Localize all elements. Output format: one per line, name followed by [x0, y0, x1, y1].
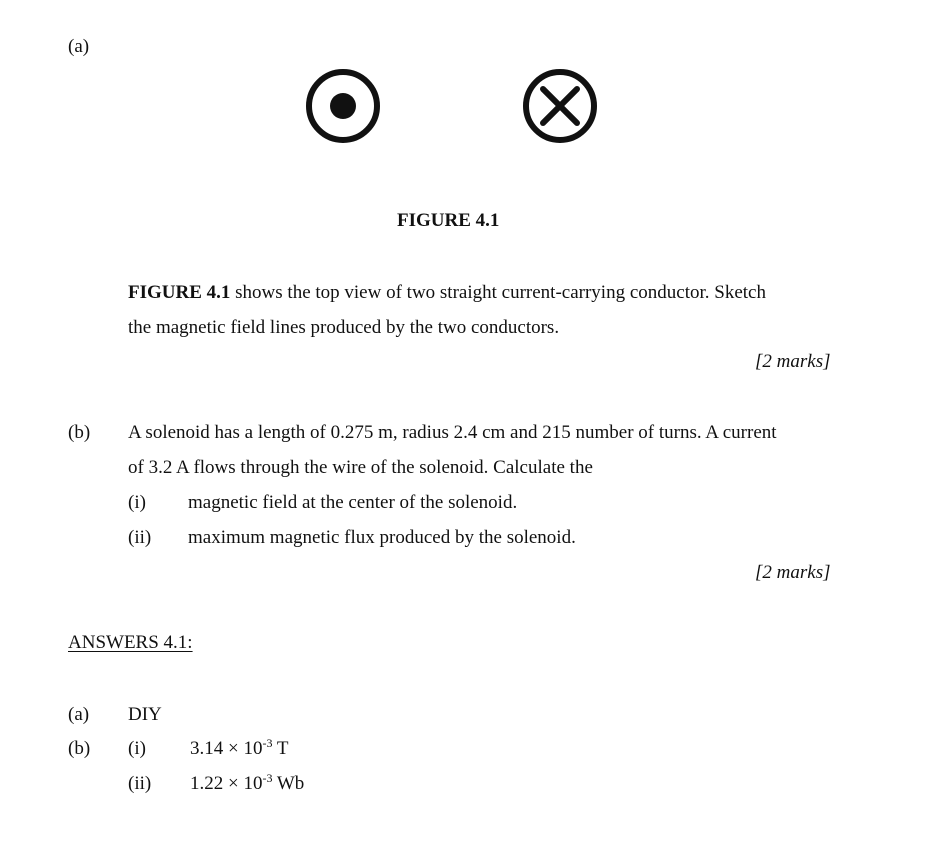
figure-description-rest: shows the top view of two straight current-carrying conductor. Sketch: [230, 282, 766, 303]
answer-unit: T: [272, 738, 289, 759]
part-b-marks: [2 marks]: [755, 562, 831, 583]
figure-description-line-1: [128, 283, 766, 302]
answer-mantissa: 3.14 × 10: [190, 738, 263, 759]
dot-out-of-page-icon: [304, 67, 382, 145]
answer-exponent: -3: [262, 771, 273, 785]
cross-into-page-icon: [521, 67, 599, 145]
subpart-label: (i): [128, 492, 146, 513]
figure-reference: FIGURE 4.1: [128, 282, 231, 303]
answer-subpart-label: (ii): [128, 773, 152, 794]
subpart-label: (ii): [128, 527, 152, 548]
figure-caption: FIGURE 4.1: [397, 210, 500, 231]
subpart-text: magnetic field at the center of the solenoid.: [188, 492, 518, 513]
subpart-text: maximum magnetic flux produced by the solenoid.: [188, 527, 576, 548]
answer-b-ii-value: [190, 771, 305, 794]
answer-a-value: DIY: [128, 704, 162, 725]
part-a-marks: [2 marks]: [755, 351, 831, 372]
answer-exponent: -3: [262, 736, 273, 750]
answer-unit: Wb: [272, 773, 305, 794]
answers-heading: ANSWERS 4.1:: [68, 632, 193, 653]
answer-b-label: (b): [68, 738, 91, 759]
part-b-line-1: A solenoid has a length of 0.275 m, radius 2.4 cm and 215 number of turns. A current: [128, 422, 777, 443]
part-b-line-2: of 3.2 A flows through the wire of the solenoid. Calculate the: [128, 457, 593, 478]
answer-a-label: (a): [68, 704, 90, 725]
part-b-label: (b): [68, 422, 91, 443]
answer-mantissa: 1.22 × 10: [190, 773, 263, 794]
answer-subpart-label: (i): [128, 738, 146, 759]
figure-description-line-2: the magnetic field lines produced by the two conductors.: [128, 317, 560, 338]
part-a-label: (a): [68, 36, 90, 57]
answer-b-i-value: [190, 736, 289, 759]
